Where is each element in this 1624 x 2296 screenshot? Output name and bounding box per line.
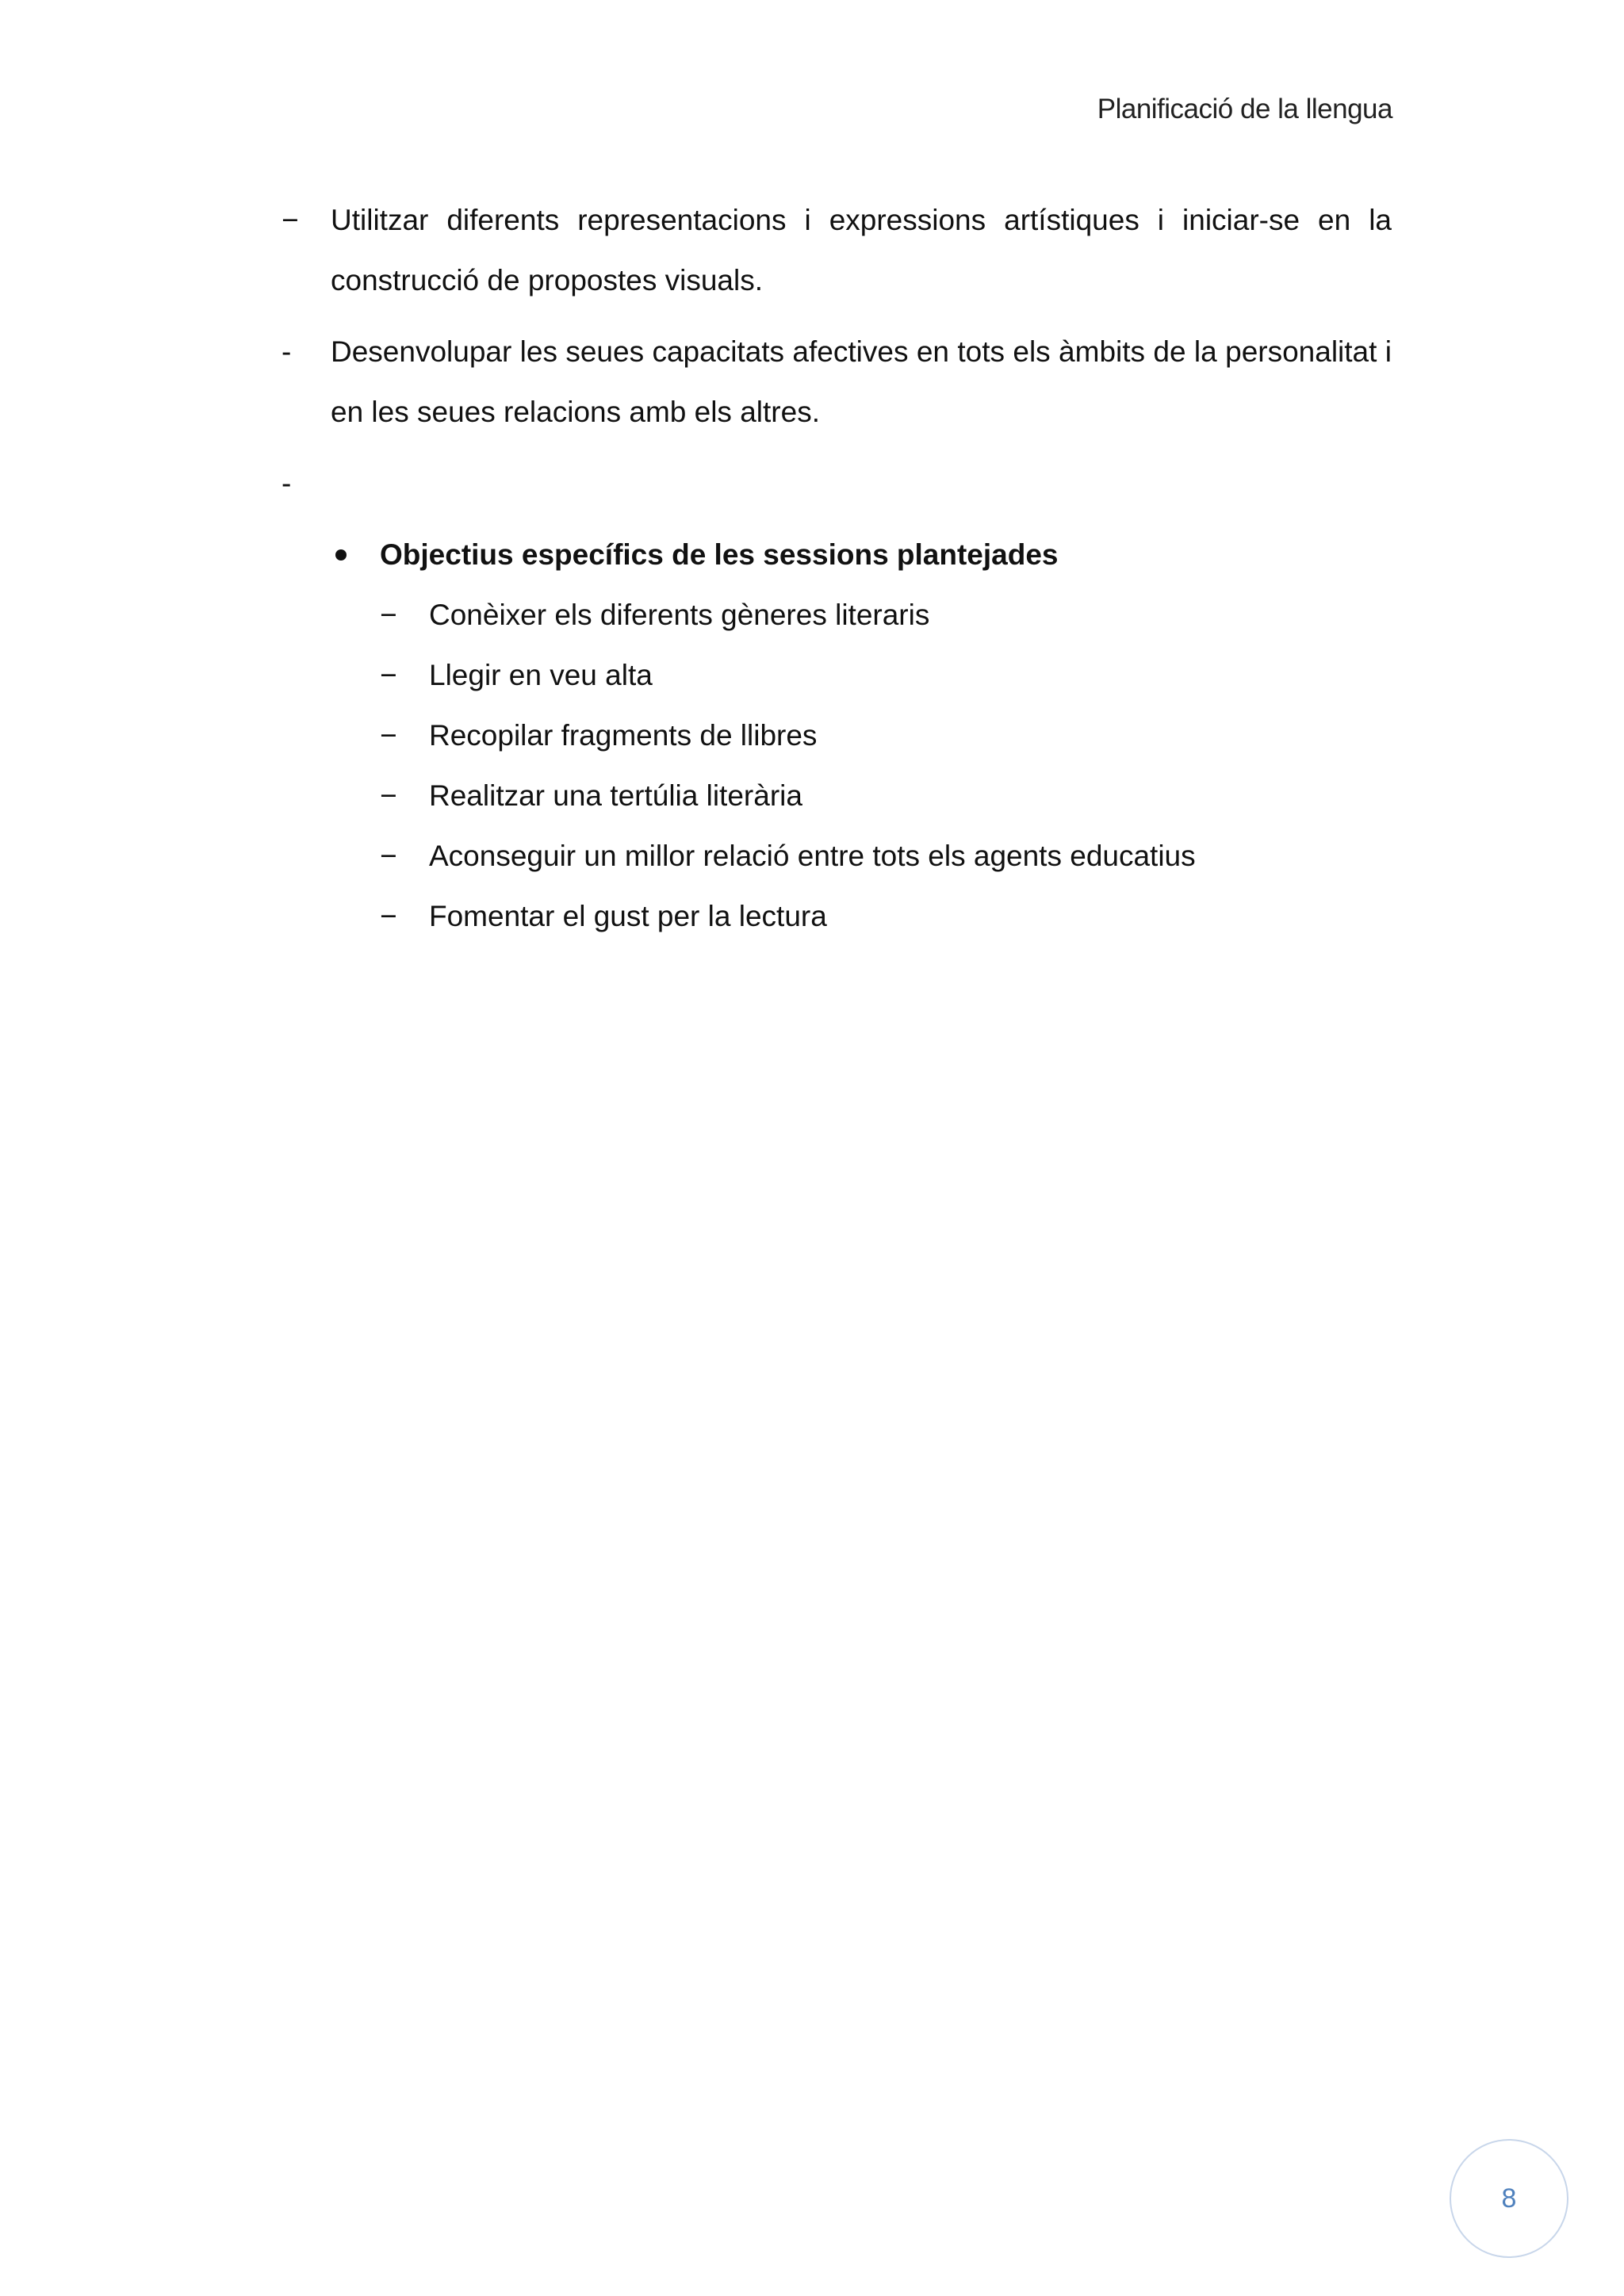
list-item-text: Aconseguir un millor relació entre tots els agents educatius [429, 840, 1196, 872]
list-item-text: Fomentar el gust per la lectura [429, 900, 827, 932]
general-objective-item [282, 322, 1392, 442]
list-item-text: Conèixer els diferents gèneres literaris [429, 599, 930, 631]
dash-marker: - [282, 335, 292, 368]
general-objective-text: Desenvolupar les seues capacitats afectives en tots els àmbits de la personalitat i en les seues relacions amb els altres. [331, 335, 1392, 428]
list-item-text: Recopilar fragments de llibres [429, 719, 818, 752]
list-item [331, 886, 1392, 947]
list-item [331, 766, 1392, 826]
page-number: 8 [1450, 2139, 1568, 2258]
general-objective-item [282, 190, 1392, 311]
general-objective-text [331, 453, 1392, 514]
running-header: Planificació de la llengua [1097, 94, 1392, 124]
dash-marker: - [282, 467, 292, 499]
general-objective-text: Utilitzar diferents representacions i expressions artístiques i iniciar-se en la construcció de propostes visuals. [331, 204, 1392, 297]
list-item [331, 585, 1392, 645]
specific-objectives-section [282, 525, 1392, 947]
dash-marker: − [380, 599, 397, 631]
list-item-text: Llegir en veu alta [429, 659, 653, 691]
dash-marker: − [380, 840, 397, 872]
dash-marker: − [380, 900, 397, 932]
specific-objectives-list [331, 585, 1392, 947]
general-objective-item-empty [282, 453, 1392, 514]
section-heading: Objectius específics de les sessions plantejades [380, 538, 1059, 571]
list-item-text: Realitzar una tertúlia literària [429, 779, 802, 812]
dash-marker: − [380, 719, 397, 752]
bullet-icon [335, 549, 347, 561]
list-item [331, 645, 1392, 706]
specific-objectives-heading [331, 525, 1392, 585]
document-body [282, 190, 1392, 947]
dash-marker: − [282, 204, 299, 236]
dash-marker: − [380, 779, 397, 812]
dash-marker: − [380, 659, 397, 691]
list-item [331, 706, 1392, 766]
list-item [331, 826, 1392, 886]
